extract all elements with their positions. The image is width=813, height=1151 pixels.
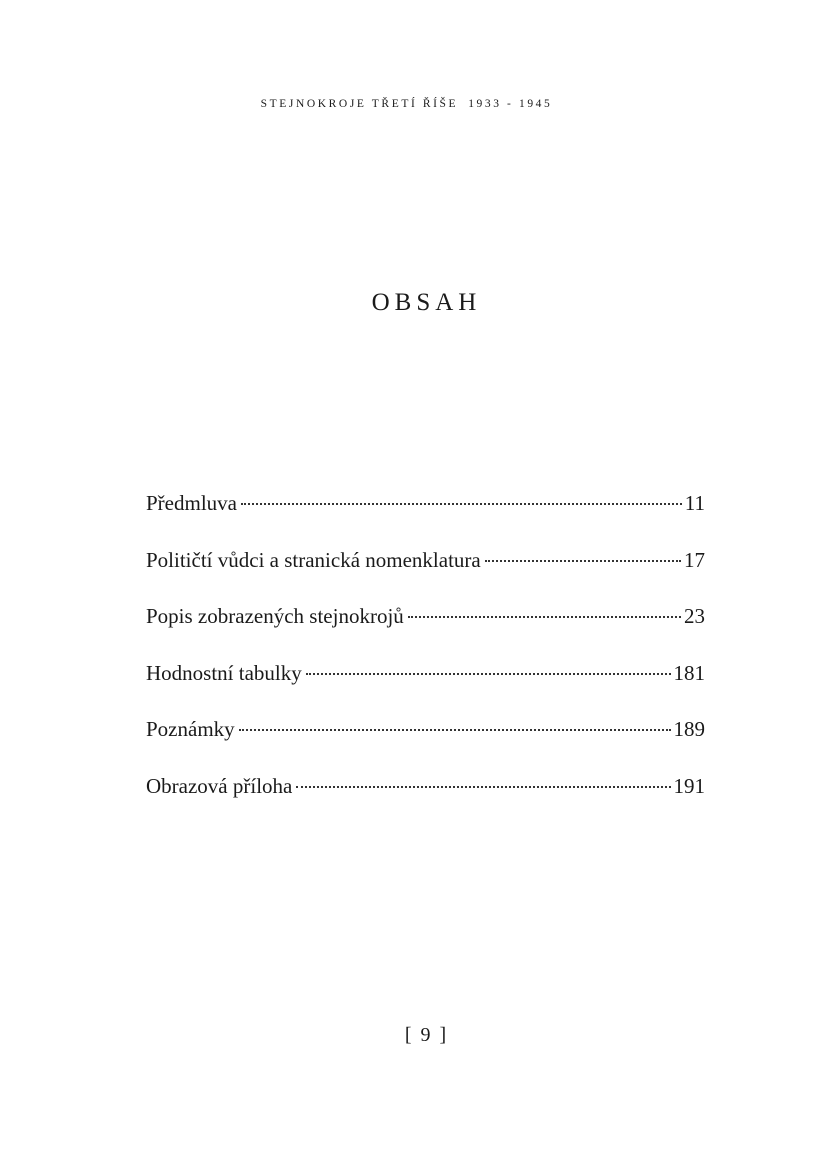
toc-entry-label: Předmluva [146,491,237,515]
toc-entry-politicti-vudci [146,545,705,602]
toc-entry-poznamky [146,714,705,771]
toc-entry-label: Političtí vůdci a stranická nomenklatura [146,547,481,572]
toc-entry-popis-stejnokroju [146,601,705,658]
toc-entry-label: Popis zobrazených stejnokrojů [146,604,404,628]
running-head-title: STEJNOKROJE TŘETÍ ŘÍŠE [260,98,459,110]
toc-entry-label: Hodnostní tabulky [146,660,302,685]
page-title: OBSAH [371,289,482,316]
toc-entry-predmluva [146,488,705,545]
page-number: [ 9 ] [404,1024,449,1046]
toc-entry-page: 11 [684,491,705,515]
toc-entry-page: 191 [673,773,705,798]
toc-entry-obrazova-priloha [146,771,705,828]
toc-entry-page: 189 [673,717,705,741]
dot-leader [408,616,681,618]
running-head-years: 1933 - 1945 [468,98,553,110]
toc-entry-page: 23 [684,604,705,628]
toc-entry-hodnostni-tabulky [146,658,705,715]
toc-entry-label: Obrazová příloha [146,773,293,798]
table-of-contents [146,488,705,827]
toc-entry-page: 17 [684,547,705,572]
toc-entry-page: 181 [673,660,705,685]
dot-leader [306,673,671,675]
dot-leader [485,560,681,562]
dot-leader [296,786,670,788]
toc-entry-label: Poznámky [146,717,235,741]
dot-leader [239,729,671,731]
running-head [0,96,813,112]
dot-leader [241,503,682,505]
